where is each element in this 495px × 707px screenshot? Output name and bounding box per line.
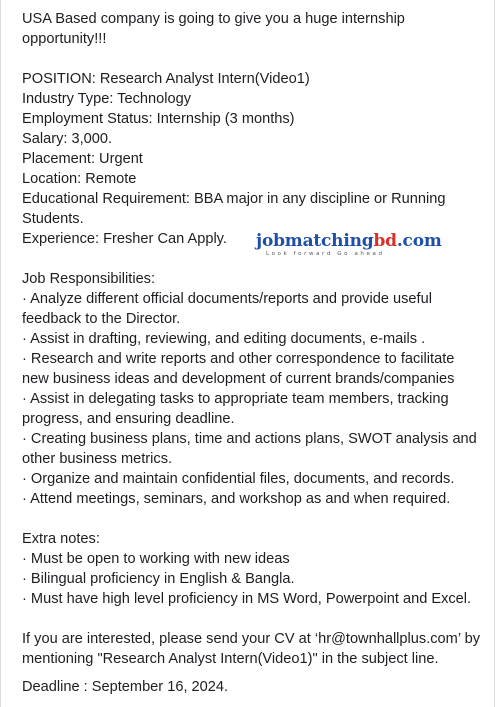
logo-wordmark: jobmatchingbd.com [256,231,442,251]
responsibility-item: · Assist in delegating tasks to appropriate team members, tracking [22,391,449,407]
apply-line: If you are interested, please send your CV at ‘hr@townhallplus.com’ by [22,631,480,647]
responsibility-item: · Assist in drafting, reviewing, and editing documents, e-mails . [22,331,426,347]
responsibility-item: new business ideas and development of current brands/companies [22,371,455,387]
responsibility-item: · Attend meetings, seminars, and workshop as and when required. [22,491,451,507]
education-line-cont: Students. [22,211,84,227]
note-item: · Bilingual proficiency in English & Bangla. [22,571,295,587]
employment-status-line: Employment Status: Internship (3 months) [22,111,295,127]
education-line: Educational Requirement: BBA major in any discipline or Running [22,191,446,207]
placement-line: Placement: Urgent [22,151,143,167]
intro-line: USA Based company is going to give you a huge internship [22,11,405,27]
industry-line: Industry Type: Technology [22,91,192,107]
salary-line: Salary: 3,000. [22,131,113,147]
responsibility-item: · Research and write reports and other correspondence to facilitate [22,351,455,367]
responsibility-item: feedback to the Director. [22,311,181,327]
responsibility-item: · Analyze different official documents/reports and provide useful [22,291,432,307]
logo-tagline: Look forward Go ahead [266,251,385,257]
position-line: POSITION: Research Analyst Intern(Video1) [22,71,310,87]
note-item: · Must be open to working with new ideas [22,551,290,567]
responsibility-item: other business metrics. [22,451,173,467]
deadline-line: Deadline : September 16, 2024. [22,679,229,695]
responsibility-item: · Creating business plans, time and actions plans, SWOT analysis and [22,431,477,447]
location-line: Location: Remote [22,171,137,187]
responsibility-item: · Organize and maintain confidential files, documents, and records. [22,471,455,487]
responsibility-item: progress, and ensuring deadline. [22,411,235,427]
apply-line: mentioning "Research Analyst Intern(Video1)" in the subject line. [22,651,439,667]
jobmatchingbd-logo [256,231,442,261]
note-item: · Must have high level proficiency in MS Word, Powerpoint and Excel. [22,591,472,607]
notes-heading: Extra notes: [22,531,100,547]
experience-line: Experience: Fresher Can Apply. [22,231,227,247]
responsibilities-heading: Job Responsibilities: [22,271,156,287]
intro-line: opportunity!!! [22,31,107,47]
